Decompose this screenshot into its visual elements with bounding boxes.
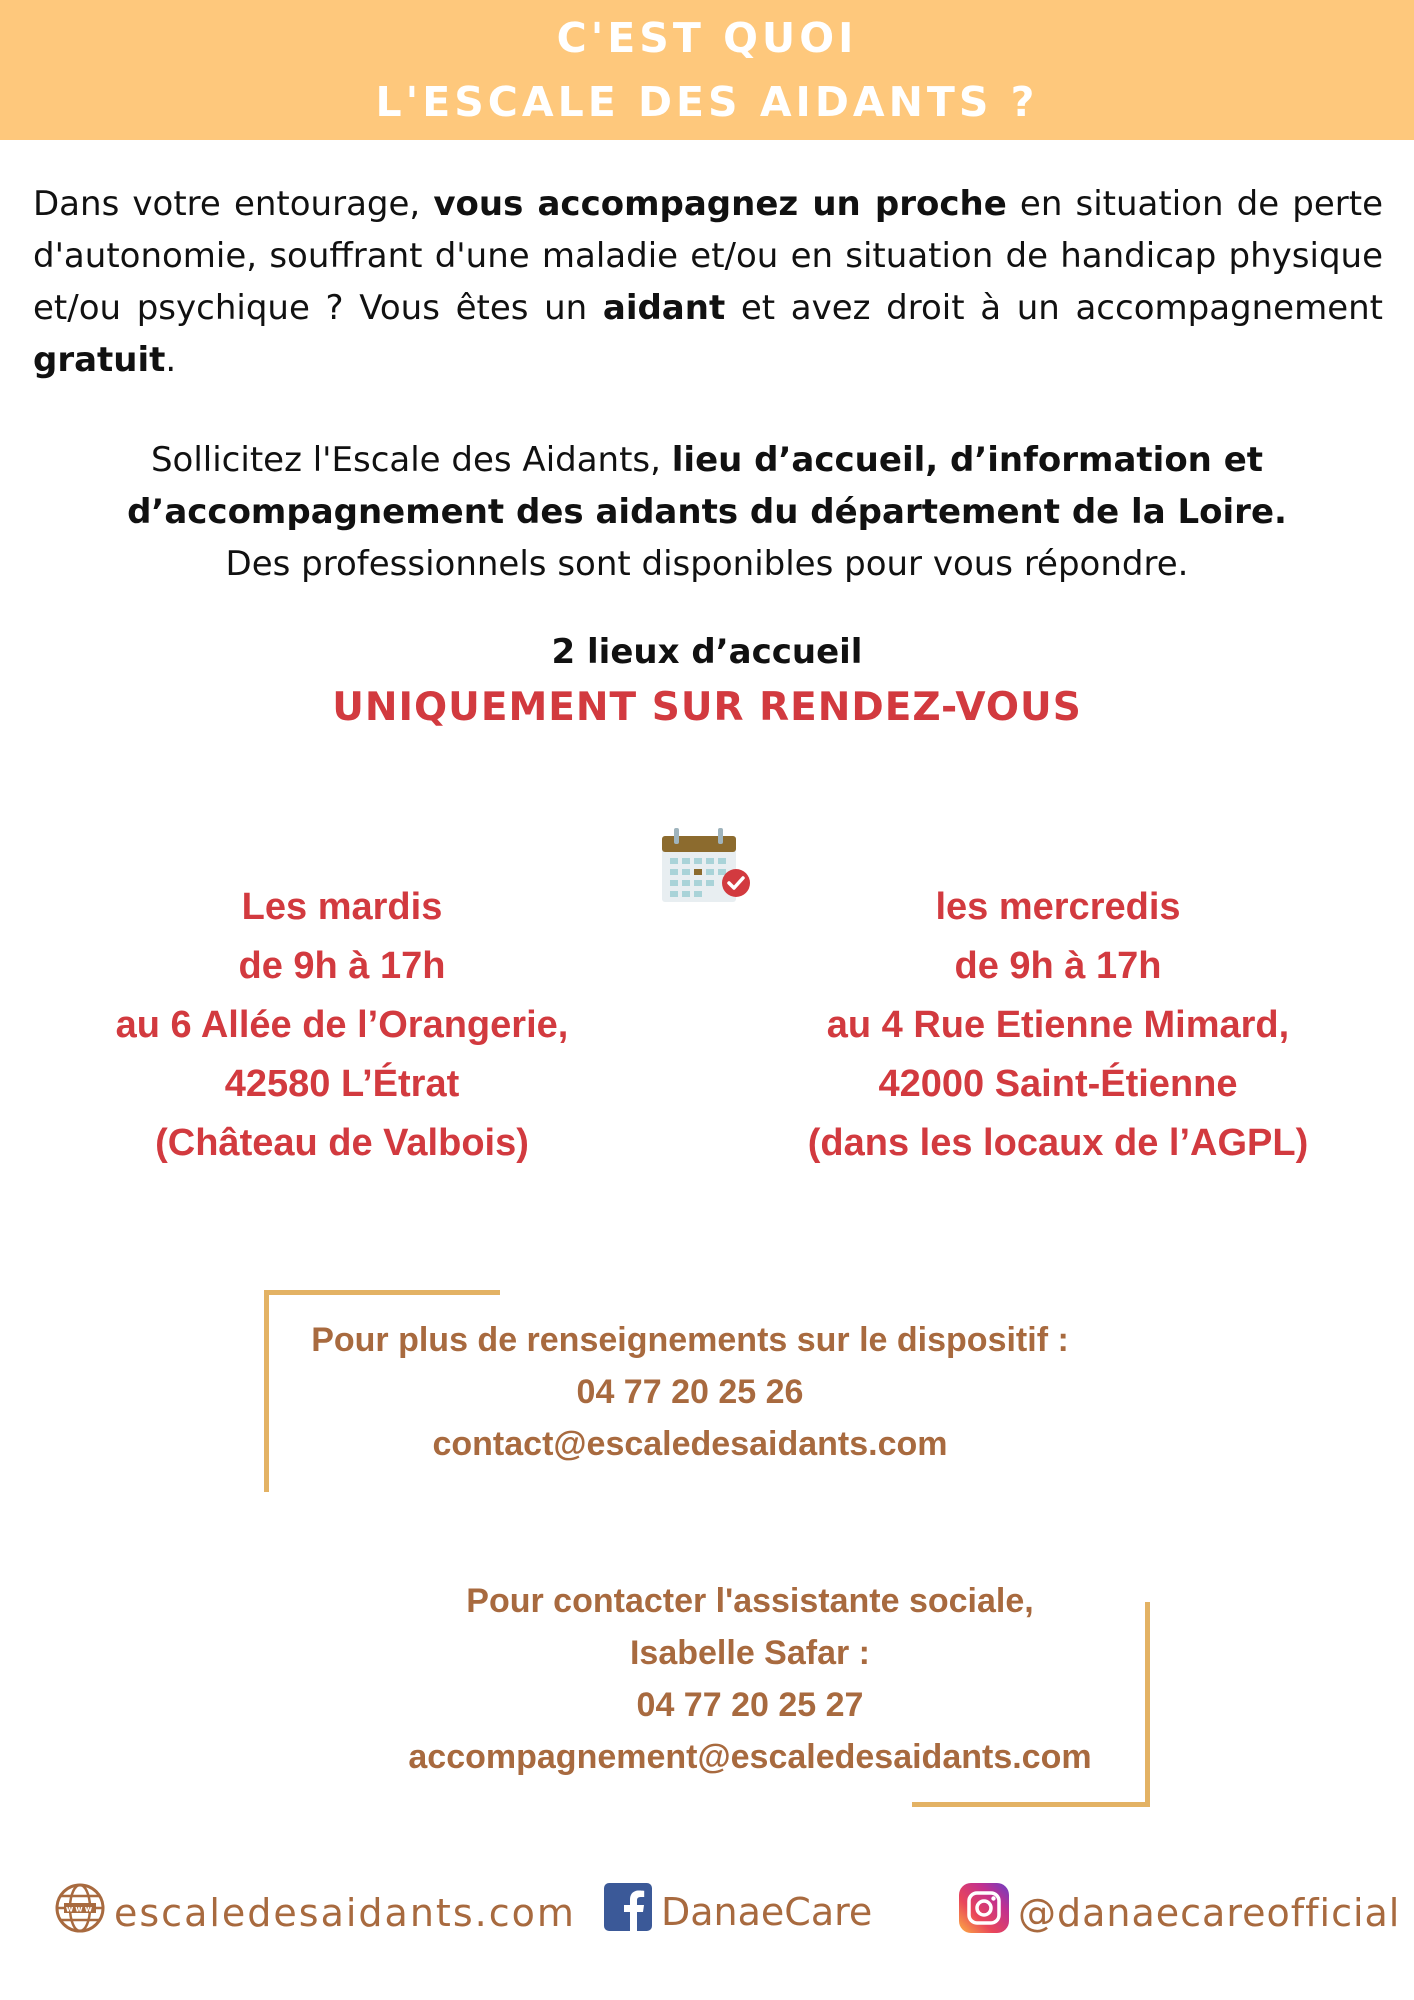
appointment-only-notice: UNIQUEMENT SUR RENDEZ-VOUS (332, 685, 1082, 730)
location-city: 42580 L’Étrat (224, 1063, 460, 1105)
social-worker-name: Isabelle Safar : (629, 1634, 870, 1672)
location-address: au 6 Allée de l’Orangerie, (115, 1004, 569, 1046)
sollicit-paragraph (0, 434, 1414, 590)
location-note: (Château de Valbois) (155, 1122, 529, 1164)
svg-text:www: www (65, 1904, 95, 1914)
lieux-title: 2 lieux d’accueil (551, 632, 863, 672)
social-worker-block (360, 1575, 1140, 1783)
location-address: au 4 Rue Etienne Mimard, (826, 1004, 1290, 1046)
footer-website-text: escaledesaidants.com (114, 1890, 576, 1935)
info-title: Pour plus de renseignements sur le dispositif : (311, 1321, 1069, 1359)
footer-instagram-link[interactable] (958, 1882, 1400, 1943)
globe-icon (54, 1882, 106, 1943)
instagram-icon (958, 1882, 1010, 1943)
sollicit-bold-1: lieu d’accueil, d’information et (671, 440, 1264, 480)
intro-paragraph (33, 178, 1383, 386)
location-day: les mercredis (935, 886, 1181, 928)
footer-instagram-text: @danaecareofficial (1018, 1890, 1401, 1935)
intro-text-1: Dans votre entourage, (33, 184, 434, 224)
header-title-line1: C'EST QUOI (556, 14, 858, 62)
location-day: Les mardis (241, 886, 443, 928)
calendar-check-icon (660, 826, 752, 906)
bracket-top-rule (264, 1290, 500, 1295)
bracket-right-rule (1145, 1602, 1150, 1807)
sollicit-text-2: Des professionnels sont disponibles pour vous répondre. (225, 544, 1189, 584)
location-saint-etienne (748, 878, 1368, 1173)
info-contact-block (280, 1314, 1100, 1470)
header-title-line2: L'ESCALE DES AIDANTS ? (375, 78, 1039, 126)
info-phone[interactable]: 04 77 20 25 26 (576, 1373, 804, 1411)
header-banner (0, 0, 1414, 140)
sollicit-bold-2: d’accompagnement des aidants du département de la Loire. (127, 492, 1287, 532)
facebook-icon (603, 1882, 653, 1941)
location-note: (dans les locaux de l’AGPL) (807, 1122, 1309, 1164)
sollicit-text-1: Sollicitez l'Escale des Aidants, (150, 440, 672, 480)
location-city: 42000 Saint-Étienne (878, 1063, 1238, 1105)
intro-bold-1: vous accompagnez un proche (433, 184, 1007, 224)
footer-facebook-text: DanaeCare (661, 1889, 873, 1934)
location-letrat (32, 878, 652, 1173)
bracket-left-rule (264, 1290, 269, 1492)
info-email[interactable]: contact@escaledesaidants.com (432, 1425, 948, 1463)
social-worker-email[interactable]: accompagnement@escaledesaidants.com (408, 1738, 1092, 1776)
social-worker-title: Pour contacter l'assistante sociale, (466, 1582, 1034, 1620)
footer-website-link[interactable] (54, 1882, 576, 1943)
intro-text-2: en situation de perte d'autonomie, souffrant d'une maladie et/ou en situation de handicap physique et/ou psychique ? Vous êtes un (33, 184, 1384, 328)
social-worker-phone[interactable]: 04 77 20 25 27 (636, 1686, 864, 1724)
intro-bold-2: aidant (602, 288, 726, 328)
bracket-bottom-rule (912, 1802, 1150, 1807)
location-hours: de 9h à 17h (954, 945, 1162, 987)
intro-text-4: . (165, 340, 177, 380)
location-hours: de 9h à 17h (238, 945, 446, 987)
footer-facebook-link[interactable] (603, 1882, 872, 1941)
intro-bold-3: gratuit (33, 340, 166, 380)
intro-text-3: et avez droit à un accompagnement (725, 288, 1383, 328)
